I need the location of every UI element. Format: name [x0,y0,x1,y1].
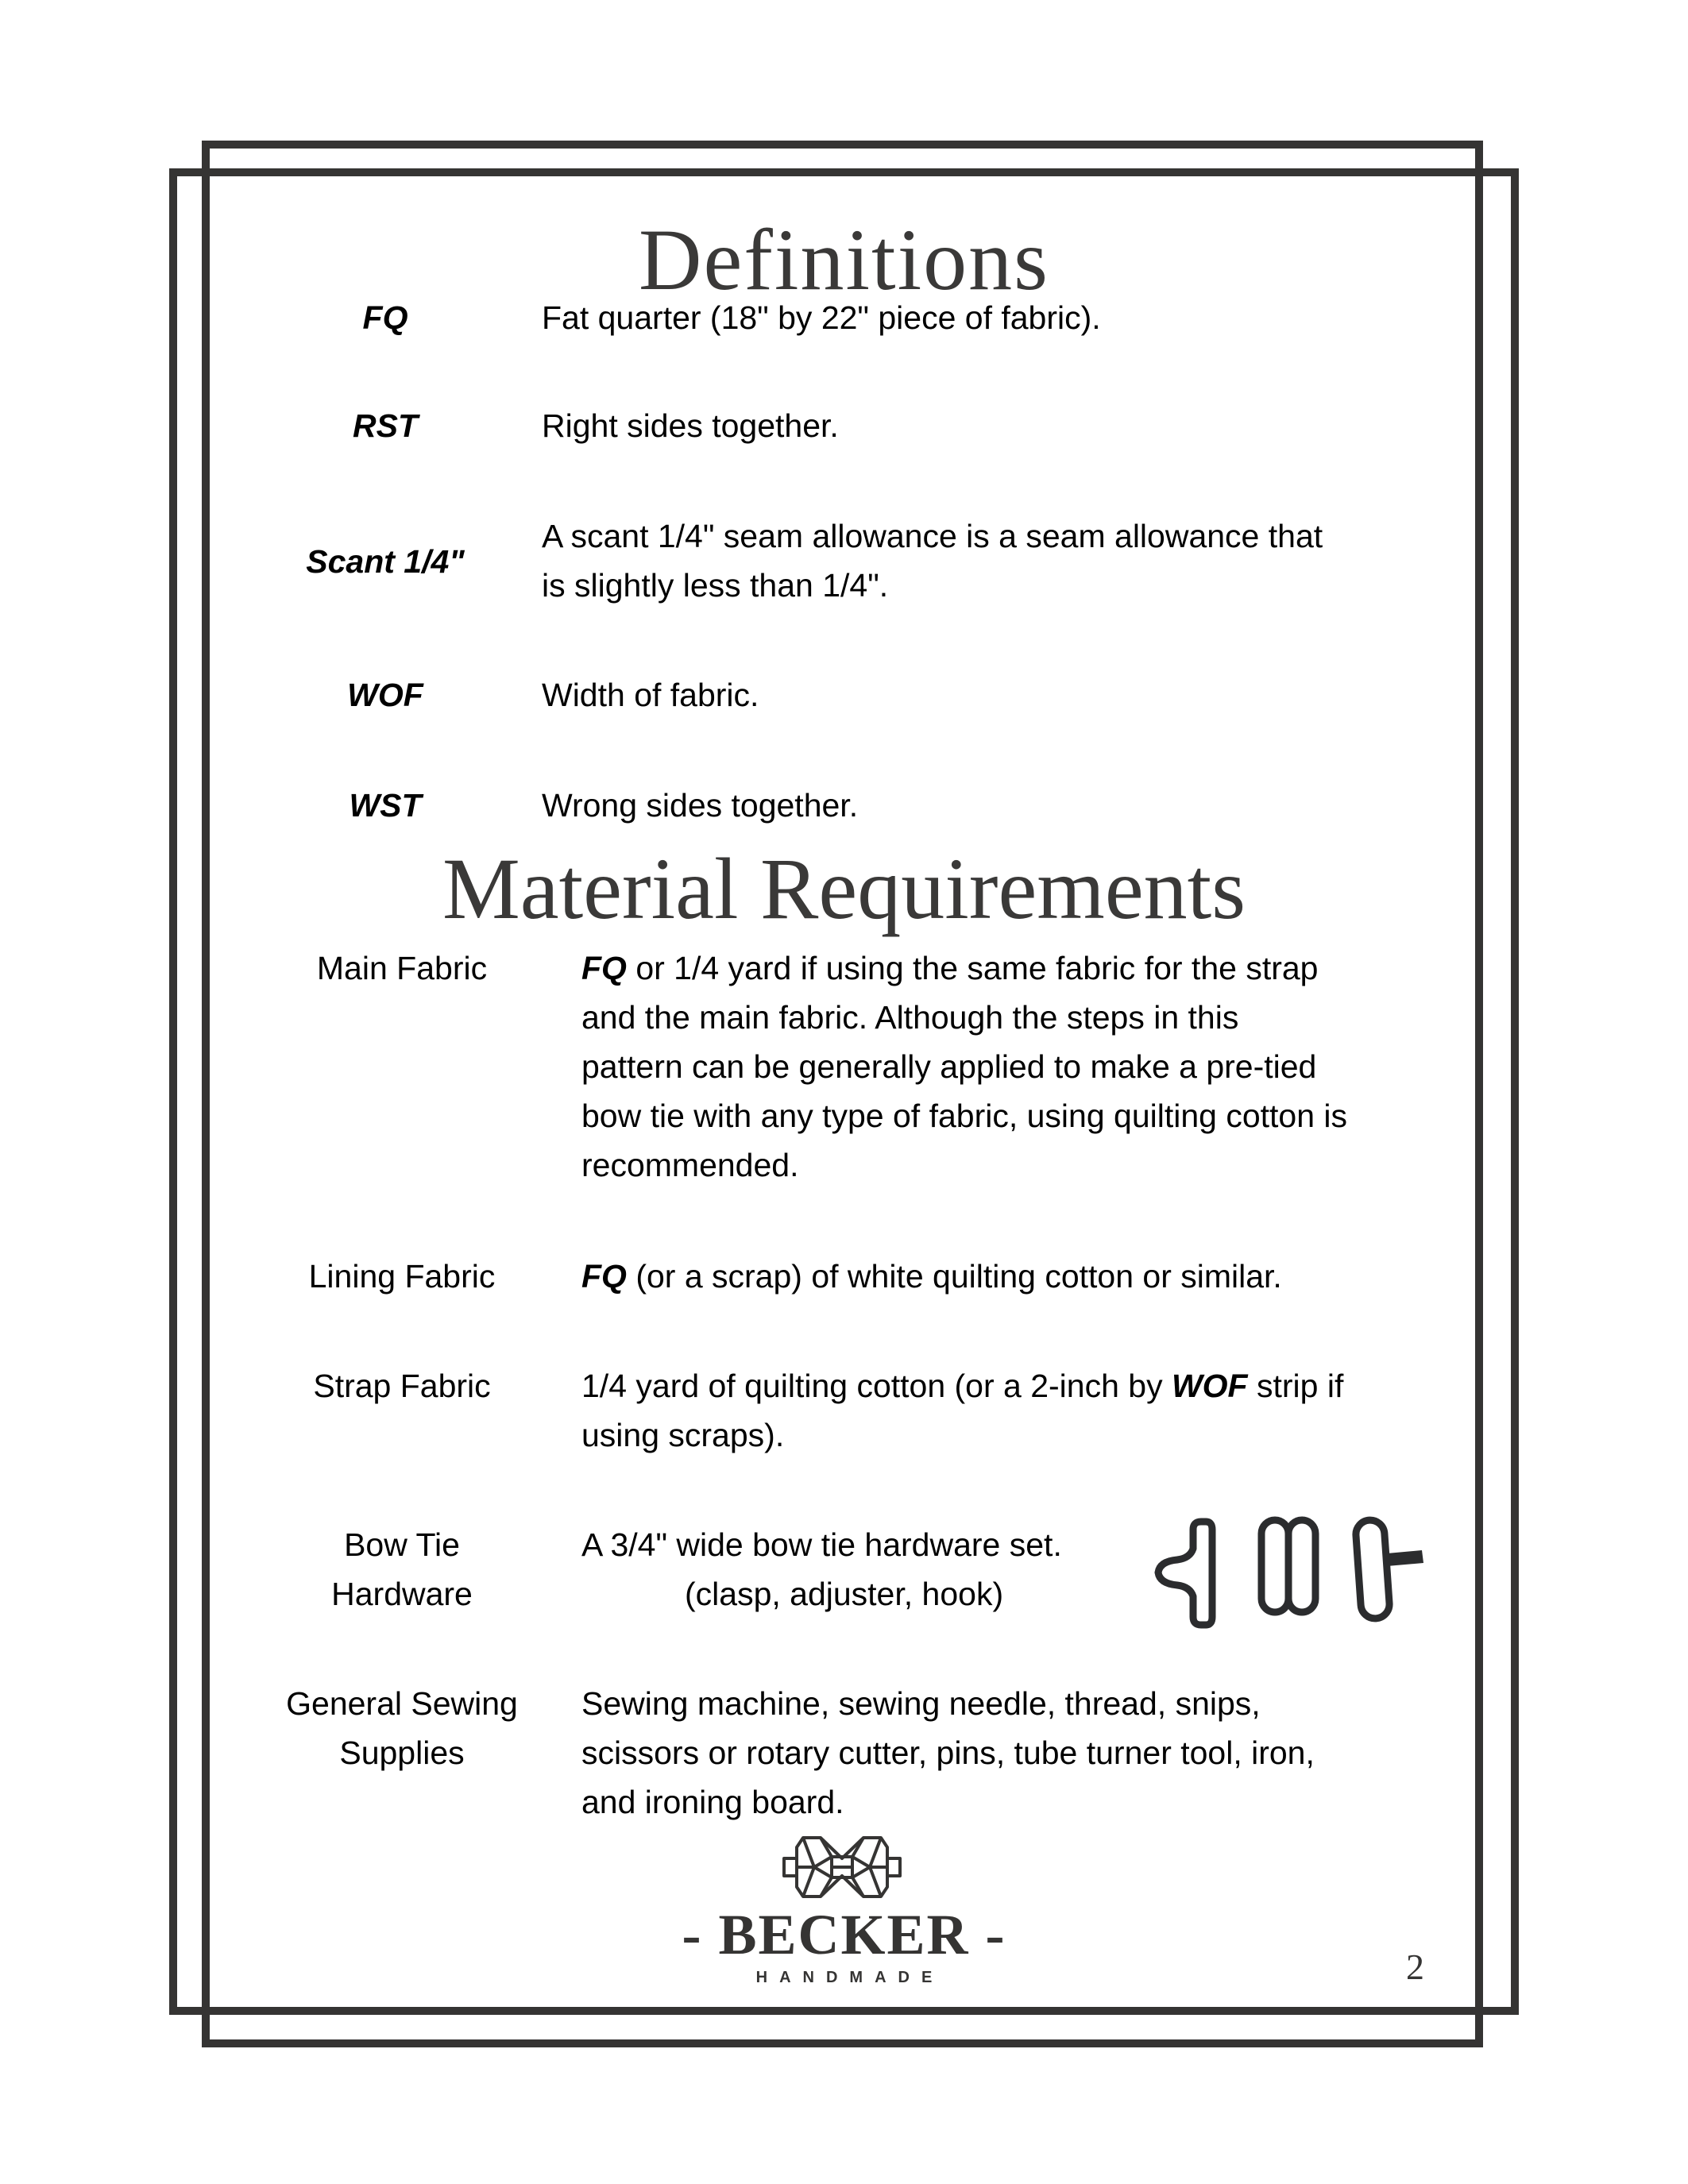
material-label-bow-tie-hardware [259,1520,545,1619]
main-fabric-line: and the main fabric. Although the steps in this [581,999,1239,1036]
material-desc-strap-fabric [581,1361,1343,1460]
main-fabric-line: recommended. [581,1147,799,1183]
material-desc-lining-fabric [581,1252,1282,1301]
term-wst: WST [349,787,422,824]
logo-subtitle: HANDMADE [755,1969,944,1986]
material-desc-main-fabric [581,943,1347,1190]
definition-scant-line: is slightly less than 1/4". [542,567,889,604]
wof-term: WOF [1171,1368,1248,1404]
strap-fabric-text: strip if [1247,1368,1344,1404]
strap-fabric-line [581,1361,1343,1410]
material-desc-general-sewing-supplies [581,1679,1315,1827]
supplies-line: scissors or rotary cutter, pins, tube turner tool, iron, [581,1734,1315,1771]
definition-scant-line: A scant 1/4" seam allowance is a seam allowance that [542,518,1323,554]
definition-fq: Fat quarter (18" by 22" piece of fabric). [542,299,1101,336]
main-fabric-line [581,943,1347,993]
definition-wof: Width of fabric. [542,677,759,713]
fq-term: FQ [581,950,627,986]
definition-rst: Right sides together. [542,407,839,444]
term-fq: FQ [362,299,408,336]
hook-icon [1350,1514,1430,1625]
main-fabric-line: pattern can be generally applied to make a pre-tied [581,1048,1317,1085]
clasp-icon [1144,1517,1223,1632]
lining-fabric-text: (or a scrap) of white quilting cotton or similar. [626,1258,1282,1295]
supplies-line: Sewing machine, sewing needle, thread, snips, [581,1685,1261,1722]
definition-wst: Wrong sides together. [542,787,859,824]
material-desc-bow-tie-hardware-line2: (clasp, adjuster, hook) [685,1576,1004,1612]
definitions-heading: Definitions [639,211,1049,308]
material-label-lining-fabric: Lining Fabric [308,1258,496,1295]
supplies-line: and ironing board. [581,1784,844,1820]
strap-fabric-line: using scraps). [581,1417,785,1453]
main-fabric-line: bow tie with any type of fabric, using quilting cotton is [581,1098,1348,1134]
materials-heading: Material Requirements [442,840,1246,937]
fq-term: FQ [581,1258,627,1295]
term-scant: Scant 1/4" [306,543,465,580]
definition-scant [542,511,1323,610]
label-line: Bow Tie [344,1526,460,1563]
label-line: Supplies [339,1734,465,1771]
material-label-general-sewing-supplies [259,1679,545,1777]
label-line: General Sewing [286,1685,518,1722]
material-label-strap-fabric: Strap Fabric [313,1368,491,1404]
material-desc-bow-tie-hardware-line1: A 3/4" wide bow tie hardware set. [581,1526,1062,1563]
term-rst: RST [353,407,418,444]
label-line: Hardware [331,1576,473,1612]
term-wof: WOF [347,677,423,713]
strap-fabric-text: 1/4 yard of quilting cotton (or a 2-inch by [581,1368,1172,1404]
page-number: 2 [1406,1947,1424,1987]
material-label-main-fabric: Main Fabric [316,950,488,986]
bow-tie-logo-icon [782,1835,902,1900]
adjuster-icon [1255,1514,1322,1619]
logo-wordmark: - BECKER - [682,1903,1006,1966]
main-fabric-line1-text: or 1/4 yard if using the same fabric for the strap [626,950,1319,986]
